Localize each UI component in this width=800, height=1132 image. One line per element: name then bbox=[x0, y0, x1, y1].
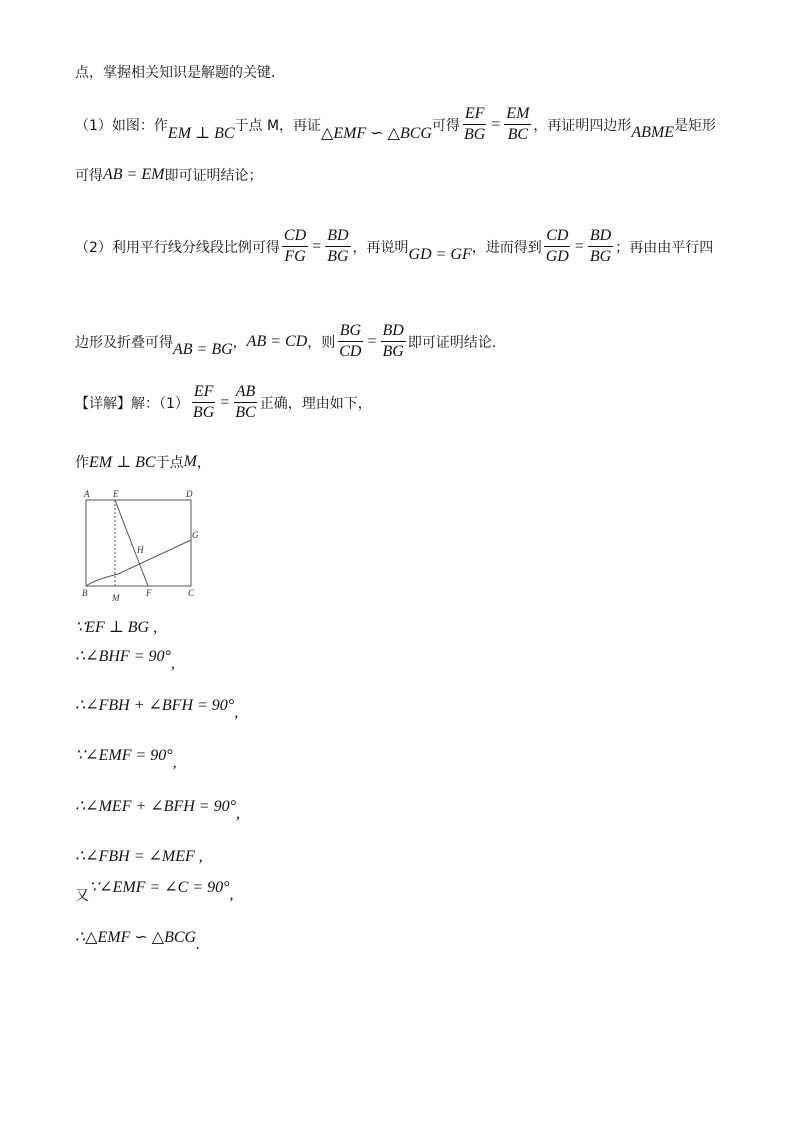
fraction: $\frac{BD}{BG}$ bbox=[589, 227, 612, 265]
punct: , bbox=[229, 886, 234, 903]
text: 【详解】解：（1） bbox=[75, 395, 189, 412]
proof-step-5 bbox=[75, 796, 240, 822]
label-m: M bbox=[112, 593, 120, 603]
label-f: F bbox=[146, 588, 152, 598]
math: ∵∠EMF = 90° bbox=[75, 747, 173, 764]
math: ∵EF ⊥ BG , bbox=[75, 619, 158, 636]
math: ∴∠MEF + ∠BFH = 90° bbox=[75, 798, 236, 815]
text: 可得 bbox=[75, 168, 103, 184]
punct: , bbox=[170, 655, 175, 672]
fraction: $\frac{BG}{CD}$ bbox=[339, 322, 362, 360]
punct: , bbox=[235, 805, 240, 822]
label-b: B bbox=[82, 588, 88, 598]
math: ∴∠FBH = ∠MEF , bbox=[75, 848, 203, 865]
proof-step-4 bbox=[75, 745, 177, 771]
math: △EMF ∽ △BCG bbox=[321, 124, 432, 142]
text: ，再说明 bbox=[352, 239, 409, 256]
text: （2）利用平行线分线段比例可得 bbox=[75, 239, 280, 256]
text: 于点 bbox=[155, 455, 184, 471]
text-line-6: 【详解】解：（1） $\frac{EF}{BG}$ = $\frac{AB}{BC}$ 正确，理由如下， bbox=[75, 383, 372, 421]
math: ∴△EMF ∽ △BCG bbox=[75, 929, 197, 946]
fraction: $\frac{EF}{BG}$ bbox=[463, 105, 486, 143]
math: ABME bbox=[631, 123, 675, 141]
text-line-2: （1）如图：作 EM ⊥ BC 于点 M，再证 △EMF ∽ △BCG 可得 $\frac{EF}{BG}$ = $\frac{EM}{BC}$ ，再证明四边形 ABME 是矩形 bbox=[75, 105, 717, 143]
text: 于点 M，再证 bbox=[234, 117, 322, 134]
math: EM ⊥ BC bbox=[89, 454, 156, 471]
math: ∵∠EMF = ∠C = 90° bbox=[89, 879, 230, 896]
math: M bbox=[183, 453, 197, 470]
text: 作 bbox=[75, 455, 89, 471]
text: 即可证明结论； bbox=[164, 168, 263, 184]
label-e: E bbox=[113, 489, 119, 499]
fraction: $\frac{AB}{BC}$ bbox=[235, 383, 256, 421]
text: ，再证明四边形 bbox=[533, 117, 632, 134]
proof-step-7 bbox=[75, 877, 234, 904]
text: （1）如图：作 bbox=[75, 117, 168, 134]
label-a: A bbox=[84, 489, 90, 499]
math: ∴∠BHF = 90° bbox=[75, 648, 171, 665]
punct: , bbox=[172, 754, 177, 771]
fraction: $\frac{CD}{GD}$ bbox=[545, 227, 569, 265]
text: 是矩形 bbox=[674, 117, 717, 134]
fraction: $\frac{CD}{FG}$ bbox=[283, 227, 307, 265]
text: ， bbox=[196, 455, 211, 471]
proof-step-3 bbox=[75, 695, 239, 721]
math: ∴∠FBH + ∠BFH = 90° bbox=[75, 697, 235, 714]
proof-step-8 bbox=[75, 927, 201, 953]
text-line-5: 边形及折叠可得 AB = BG ， AB = CD ，则 $\frac{BG}{CD}$ = $\frac{BD}{BG}$ 即可证明结论． bbox=[75, 322, 506, 360]
text: 又 bbox=[75, 888, 89, 904]
text-line-4: （2）利用平行线分线段比例可得 $\frac{CD}{FG}$ = $\frac{BD}{BG}$ ，再说明 GD = GF ，进而得到 $\frac{CD}{GD}$ = $\frac{BD}{BG}$ ；再由由平行四 bbox=[75, 227, 714, 265]
label-c: C bbox=[188, 588, 195, 598]
fraction: $\frac{EF}{BG}$ bbox=[192, 383, 215, 421]
text: 边形及折叠可得 bbox=[75, 334, 173, 351]
text: 即可证明结论． bbox=[407, 334, 506, 351]
text: 正确，理由如下， bbox=[259, 395, 372, 412]
math: EM ⊥ BC bbox=[167, 124, 235, 142]
text-line-7 bbox=[75, 452, 211, 472]
text: 可得 bbox=[431, 117, 460, 134]
geometry-figure bbox=[78, 488, 208, 606]
label-h: H bbox=[137, 545, 144, 555]
math: GD = GF bbox=[408, 245, 472, 263]
text: ， bbox=[232, 334, 247, 351]
math: AB = CD bbox=[246, 332, 308, 350]
fraction: $\frac{BD}{BG}$ bbox=[327, 227, 349, 265]
text: ，进而得到 bbox=[471, 239, 542, 256]
math: AB = EM bbox=[103, 166, 165, 183]
text-line-3 bbox=[75, 165, 262, 185]
fraction: $\frac{BD}{BG}$ bbox=[382, 322, 404, 360]
rectangle-abcd bbox=[86, 500, 191, 586]
punct: . bbox=[196, 936, 201, 953]
fraction: $\frac{EM}{BC}$ bbox=[506, 105, 530, 143]
math: AB = BG bbox=[173, 340, 233, 358]
text: ；再由由平行四 bbox=[615, 239, 714, 256]
text: 点，掌握相关知识是解题的关键． bbox=[75, 65, 285, 81]
text-line-1 bbox=[75, 62, 285, 82]
label-d: D bbox=[186, 489, 193, 499]
label-g: G bbox=[192, 530, 199, 540]
proof-step-6 bbox=[75, 846, 203, 866]
proof-step-2 bbox=[75, 646, 175, 672]
proof-step-1 bbox=[75, 617, 157, 637]
text: ，则 bbox=[307, 334, 336, 351]
punct: , bbox=[234, 704, 239, 721]
